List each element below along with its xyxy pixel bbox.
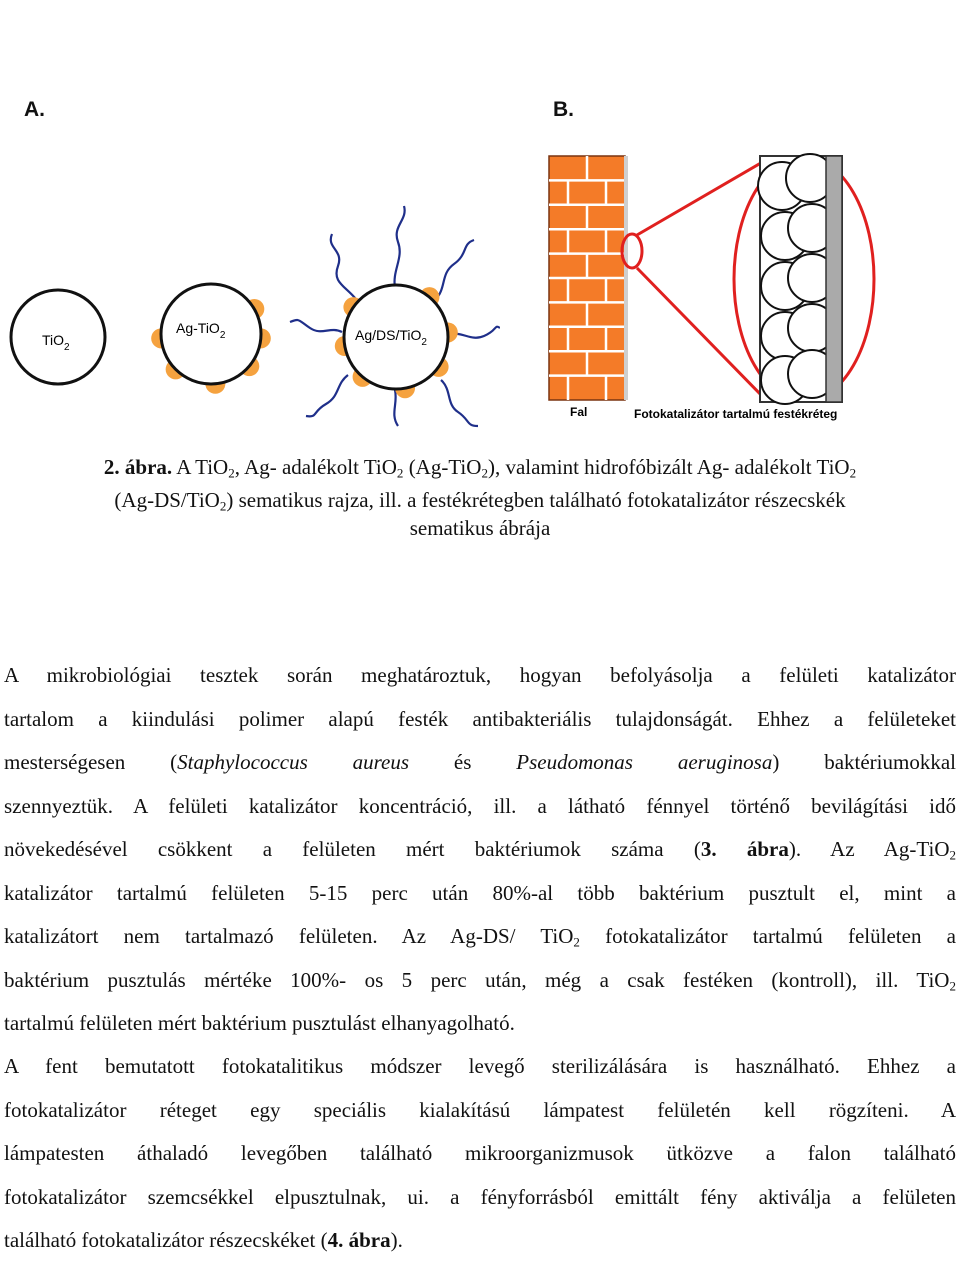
para1-line-8: baktérium pusztulás mértéke 100%- os 5 perc után, még a csak festéken (kontroll), ill. TiO$_2$: [4, 967, 956, 993]
panel-a-label: A.: [24, 98, 45, 121]
para2-line-3: lámpatesten áthaladó levegőben található mikroorganizmusok ütközve a falon található: [4, 1141, 956, 1165]
para1-line-7: katalizátort nem tartalmazó felületen. Az Ag-DS/ TiO$_2$ fotokatalizátor tartalmú felületen a: [4, 924, 956, 950]
brick-wall: [549, 156, 628, 400]
para2-line-5: található fotokatalizátor részecskéket (4. ábra).: [4, 1228, 403, 1252]
para1-line-1: A mikrobiológiai tesztek során meghatároztuk, hogyan befolyásolja a felületi katalizátor: [4, 663, 956, 687]
figure-b-wall-coating: [540, 148, 885, 430]
paragraph-air-sterilization: [4, 1045, 956, 1263]
ag-ds-tio2-label: Ag/DS/TiO$_2$: [355, 327, 427, 348]
wall-label: Fal: [570, 405, 588, 419]
para1-line-4: szennyeztük. A felületi katalizátor koncentráció, ill. a látható fénnyel történő bevilágítási idő: [4, 793, 956, 818]
coating-label: Fotokatalizátor tartalmú festékréteg: [634, 407, 838, 421]
paragraph-microbiology: [4, 654, 956, 1046]
panel-b-label: B.: [553, 98, 574, 121]
para2-line-4: fotokatalizátor szemcsékkel elpusztulnak, ui. a fényforrásból emittált fény aktiválja a felületen: [4, 1184, 956, 1209]
para2-line-2: fotokatalizátor réteget egy speciális kialakítású lámpatest felületén kell rögzíteni. A: [4, 1097, 956, 1122]
tio2-particle: [11, 290, 105, 384]
ag-tio2-particle: [151, 284, 271, 394]
ag-tio2-label: Ag-TiO$_2$: [176, 320, 226, 341]
tio2-label: TiO$_2$: [42, 332, 70, 353]
figure-caption-line-2: (Ag-DS/TiO$_2$) sematikus rajza, ill. a festékrétegben található fotokatalizátor részecskék: [114, 488, 846, 514]
para1-line-3: mesterségesen (Staphylococcus aureus és Pseudomonas aeruginosa) baktériumokkal: [4, 750, 956, 774]
figure-a-particles: [0, 200, 500, 430]
para1-line-6: katalizátor tartalmú felületen 5-15 perc után 80%-al több baktérium pusztult el, mint a: [4, 880, 956, 905]
figure-caption-line-1: 2. ábra. A TiO$_2$, Ag- adalékolt TiO$_2$ (Ag-TiO$_2$), valamint hidrofóbizált Ag- adalékolt TiO$_2$: [103, 455, 857, 481]
para1-line-9: tartalmú felületen mért baktérium pusztulást elhanyagolható.: [4, 1011, 515, 1035]
coating-layer: [758, 154, 842, 404]
para1-line-5: növekedésével csökkent a felületen mért baktériumok száma (3. ábra). Az Ag-TiO$_2$: [4, 837, 956, 863]
para2-line-1: A fent bemutatott fotokatalitikus módszer levegő sterilizálására is használható. Ehhez a: [4, 1054, 956, 1078]
para1-line-2: tartalom a kiindulási polimer alapú festék antibakteriális tulajdonságát. Ehhez a felületeket: [4, 706, 956, 731]
figure-caption-line-3: sematikus ábrája: [409, 516, 551, 540]
ag-ds-tio2-particle: [290, 206, 500, 426]
